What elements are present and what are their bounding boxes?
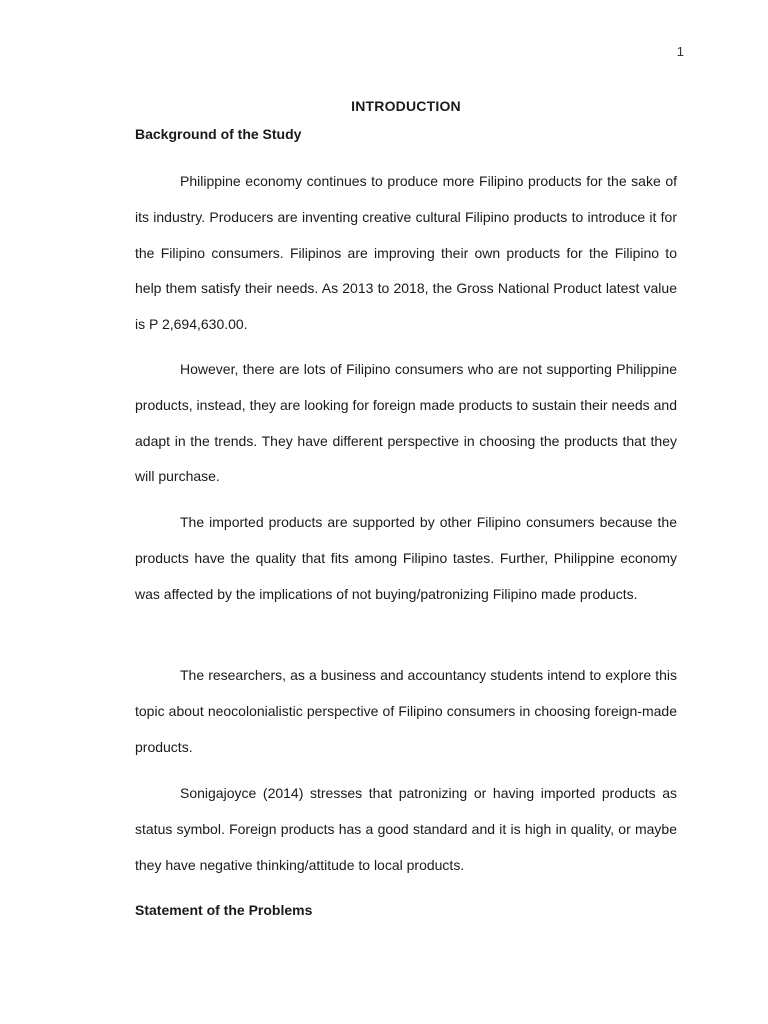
document-title: INTRODUCTION xyxy=(351,98,461,114)
paragraph-4: The researchers, as a business and accountancy students intend to explore this topic about neocolonialistic perspective of Filipino consumers in choosing foreign-made products. xyxy=(135,667,677,755)
paragraph-1: Philippine economy continues to produce more Filipino products for the sake of its industry. Producers are inventing creative cultural Filipino products to introduce it for the Filipino consumers. Filipinos are improving their own products for the Filipino to help them satisfy their needs. As 2013 to 2018, the Gross National Product latest value is P 2,694,630.00. xyxy=(135,173,677,333)
paragraph-2: However, there are lots of Filipino consumers who are not supporting Philippine products, instead, they are looking for foreign made products to sustain their needs and adapt in the trends. They have different perspective in choosing the products that they will purchase. xyxy=(135,361,677,485)
section-heading-statement-of-problems: Statement of the Problems xyxy=(135,902,313,918)
section-heading-background: Background of the Study xyxy=(135,126,302,142)
paragraph-5: Sonigajoyce (2014) stresses that patronizing or having imported products as status symbol. Foreign products has a good standard and it is high in quality, or maybe they have negative thinking/attitude to local products. xyxy=(135,785,677,873)
page-number: 1 xyxy=(676,44,684,59)
paragraph-3: The imported products are supported by other Filipino consumers because the products have the quality that fits among Filipino tastes. Further, Philippine economy was affected by the implications of not buying/patronizing Filipino made products. xyxy=(135,514,677,602)
